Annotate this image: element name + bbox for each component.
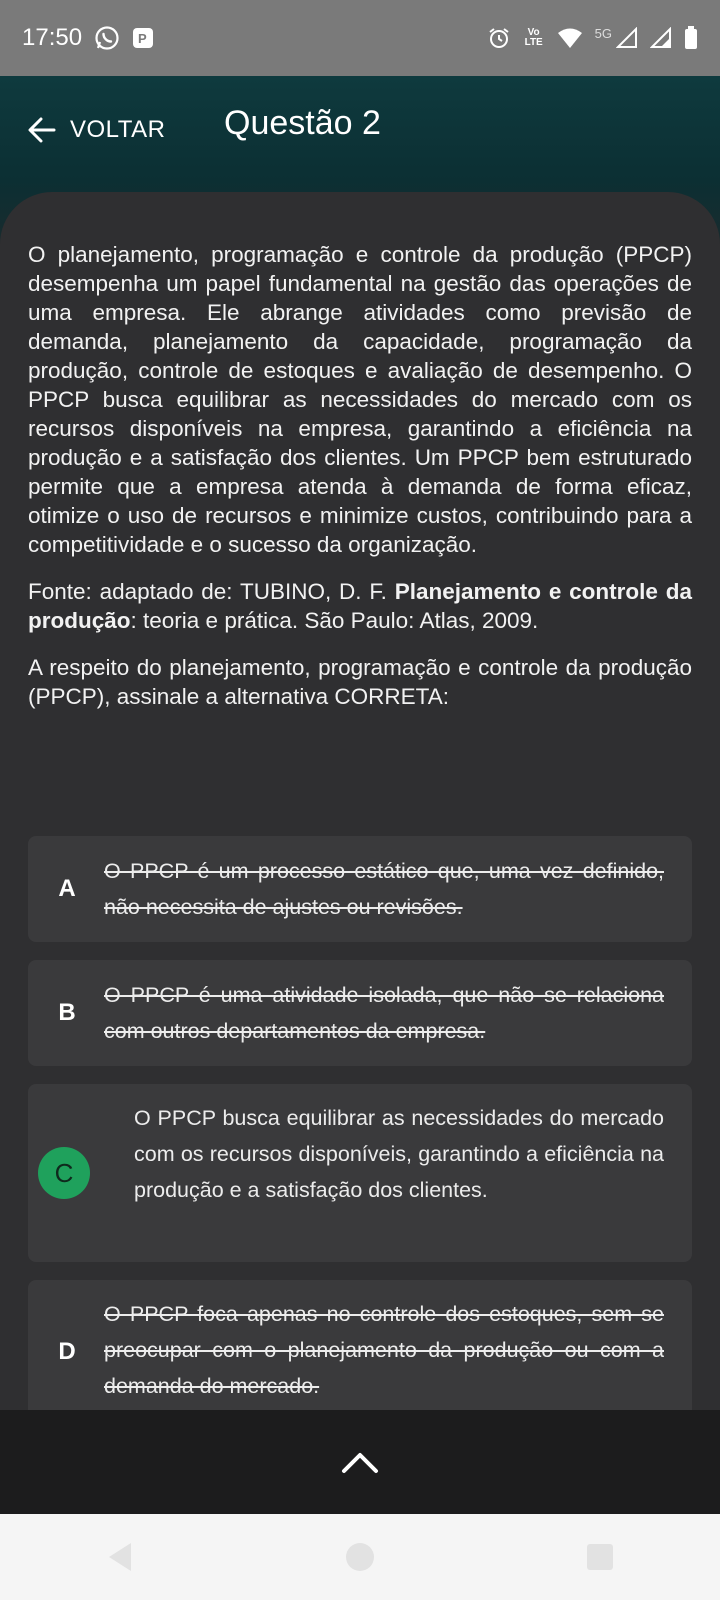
option-text: O PPCP é um processo estático que, uma vez definido, não necessita de ajustes ou revisões. [104,859,664,919]
option-a[interactable] [28,836,692,942]
option-text: O PPCP é uma atividade isolada, que não se relaciona com outros departamentos da empresa. [104,983,664,1043]
selected-option-badge: C [38,1147,90,1199]
question-card [0,192,720,1412]
question-source [28,577,692,635]
bottom-toolbar [0,1410,720,1514]
nav-home-icon[interactable] [330,1527,390,1587]
option-text: O PPCP foca apenas no controle dos estoques, sem se preocupar com o planejamento da produção ou com a demanda do mercado. [104,1302,664,1398]
option-letter: D [58,1338,76,1365]
alarm-icon [487,26,511,50]
option-b[interactable] [28,960,692,1066]
network-type-label: 5G [594,25,612,41]
whatsapp-icon [94,25,120,51]
source-prefix: Fonte: adaptado de: TUBINO, D. F. [28,579,395,604]
page-title: Questão 2 [224,104,381,142]
question-prompt: A respeito do planejamento, programação e controle da produção (PPCP), assinale a alternativa CORRETA: [28,655,692,709]
battery-icon [684,26,698,50]
question-text [28,240,692,729]
signal-icon [650,27,672,49]
option-c[interactable] [28,1084,692,1262]
signal-icon [616,27,638,49]
option-letter: B [58,999,76,1026]
back-button[interactable] [26,106,165,154]
nav-recents-icon[interactable] [570,1527,630,1587]
nav-back-icon[interactable] [90,1527,150,1587]
system-nav-bar [0,1514,720,1600]
source-suffix: : teoria e prática. São Paulo: Atlas, 2009. [130,608,539,633]
question-paragraph: O planejamento, programação e controle da produção (PPCP) desempenha um papel fundamental na gestão das operações de uma empresa. Ele abrange atividades como previsão de demanda, planejamento da capacidade, programação da produção, controle de estoques e avaliação de desempenho. O PPCP busca equilibrar as necessidades do mercado com os recursos disponíveis na empresa, garantindo a eficiência na produção e a satisfação dos clientes. Um PPCP bem estruturado permite que a empresa atenda à demanda de forma eficaz, otimize o uso de recursos e minimize custos, contribuindo para a competitividade e o sucesso da organização. [28,242,692,557]
status-bar [0,0,720,76]
wifi-icon [557,27,583,49]
arrow-left-icon [26,114,58,146]
source-title: Planejamento e controle da produção [28,579,692,633]
option-text: O PPCP busca equilibrar as necessidades do mercado com os recursos disponíveis, garantindo a eficiência na produção e a satisfação dos clientes. [134,1106,664,1202]
status-time: 17:50 [22,24,83,51]
option-d[interactable] [28,1280,692,1412]
volte-icon: Vo LTE [524,27,543,48]
svg-text:P: P [138,31,147,46]
p-app-icon [132,27,154,49]
back-label: VOLTAR [70,116,166,143]
chevron-up-icon[interactable] [330,1437,390,1487]
option-letter: A [58,875,76,902]
